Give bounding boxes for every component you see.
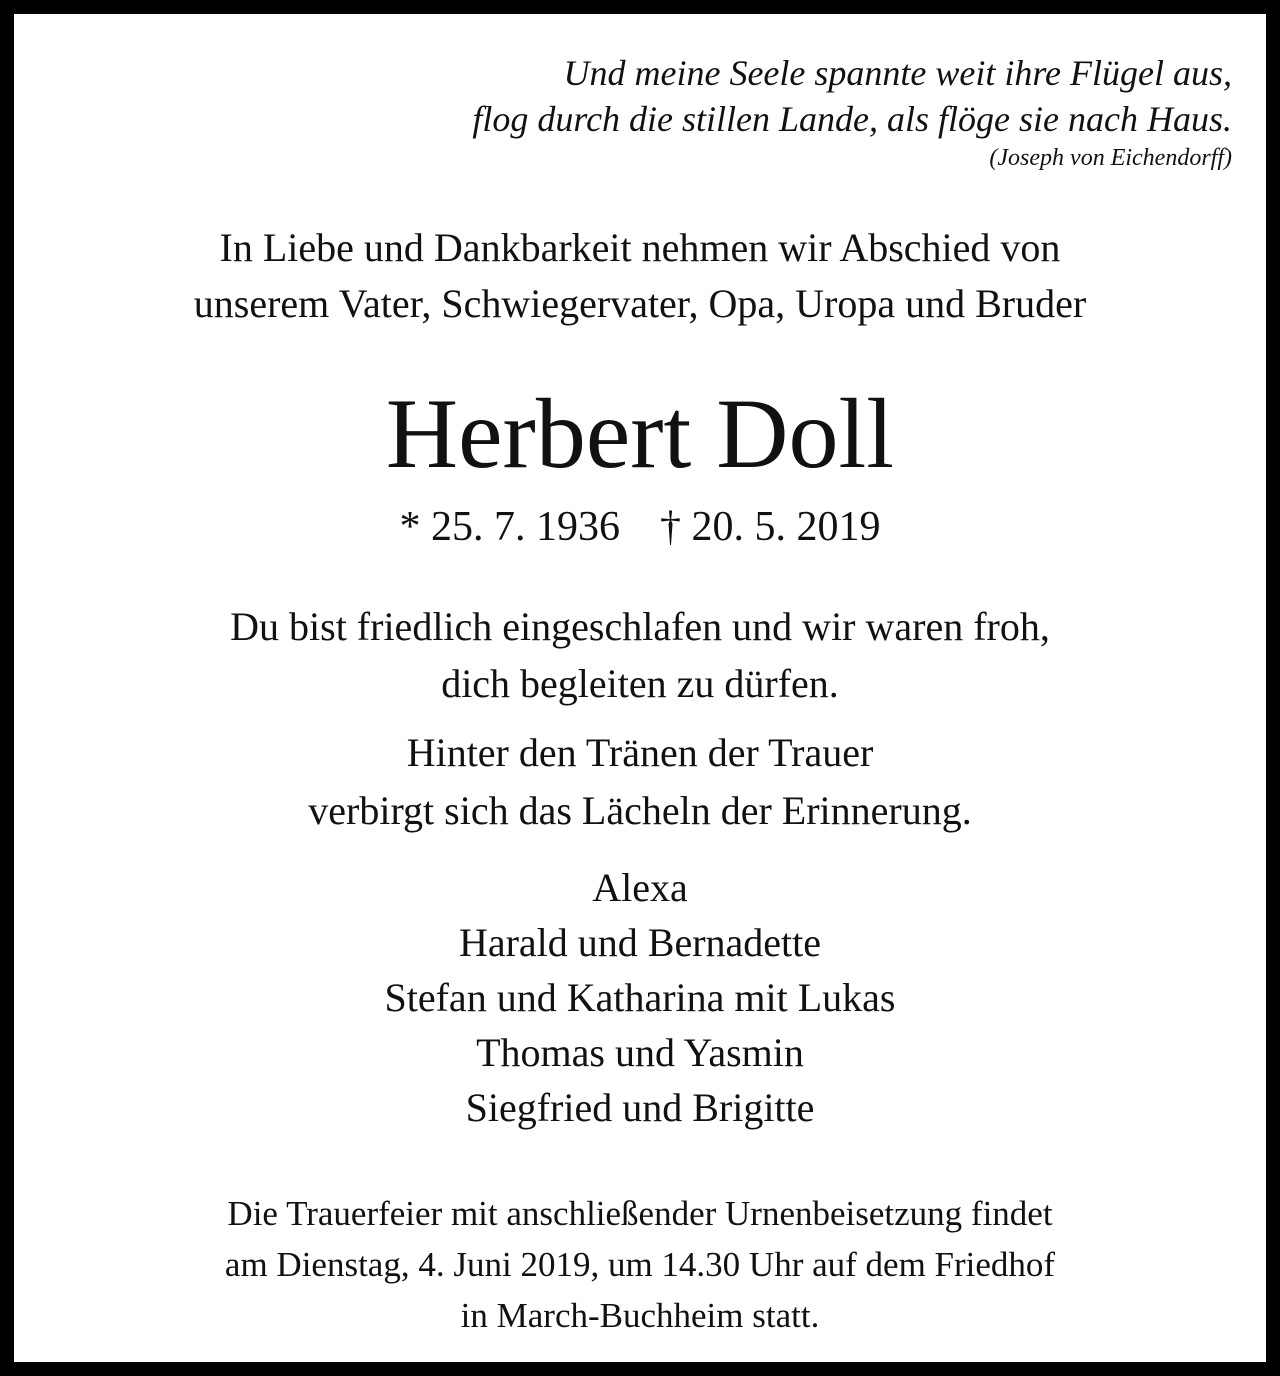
family-member: Alexa xyxy=(592,865,688,910)
intro-line: unserem Vater, Schwiegervater, Opa, Uropa und Bruder xyxy=(193,281,1087,326)
memory-quote-line: Hinter den Tränen der Trauer xyxy=(406,730,874,775)
farewell-text xyxy=(14,598,1266,712)
family-list xyxy=(14,860,1266,1135)
service-line: in March-Buchheim statt. xyxy=(460,1296,820,1335)
motto-line: Und meine Seele spannte weit ihre Flügel aus, xyxy=(563,53,1232,93)
deceased-name: Herbert Doll xyxy=(385,378,895,489)
life-dates xyxy=(14,498,1266,556)
family-member: Stefan und Katharina mit Lukas xyxy=(384,975,896,1020)
memory-quote-line: verbirgt sich das Lächeln der Erinnerung. xyxy=(308,788,972,833)
motto-source: (Joseph von Eichendorff) xyxy=(989,145,1232,171)
family-member: Harald und Bernadette xyxy=(458,920,822,965)
service-line: am Dienstag, 4. Juni 2019, um 14.30 Uhr auf dem Friedhof xyxy=(224,1245,1056,1284)
obituary-notice xyxy=(14,14,1266,1362)
intro-text xyxy=(14,220,1266,332)
memory-quote xyxy=(14,724,1266,840)
family-member: Siegfried und Brigitte xyxy=(465,1085,815,1130)
motto-quote xyxy=(472,50,1232,174)
service-line: Die Trauerfeier mit anschließender Urnenbeisetzung findet xyxy=(227,1194,1053,1233)
service-info xyxy=(14,1188,1266,1341)
death-date: † 20. 5. 2019 xyxy=(660,504,881,550)
motto-line: flog durch die stillen Lande, als flöge sie nach Haus. xyxy=(472,99,1232,139)
intro-line: In Liebe und Dankbarkeit nehmen wir Abschied von xyxy=(219,225,1061,270)
birth-date: * 25. 7. 1936 xyxy=(399,504,620,550)
family-member: Thomas und Yasmin xyxy=(476,1030,804,1075)
farewell-line: Du bist friedlich eingeschlafen und wir waren froh, xyxy=(230,604,1050,649)
farewell-line: dich begleiten zu dürfen. xyxy=(441,661,839,706)
